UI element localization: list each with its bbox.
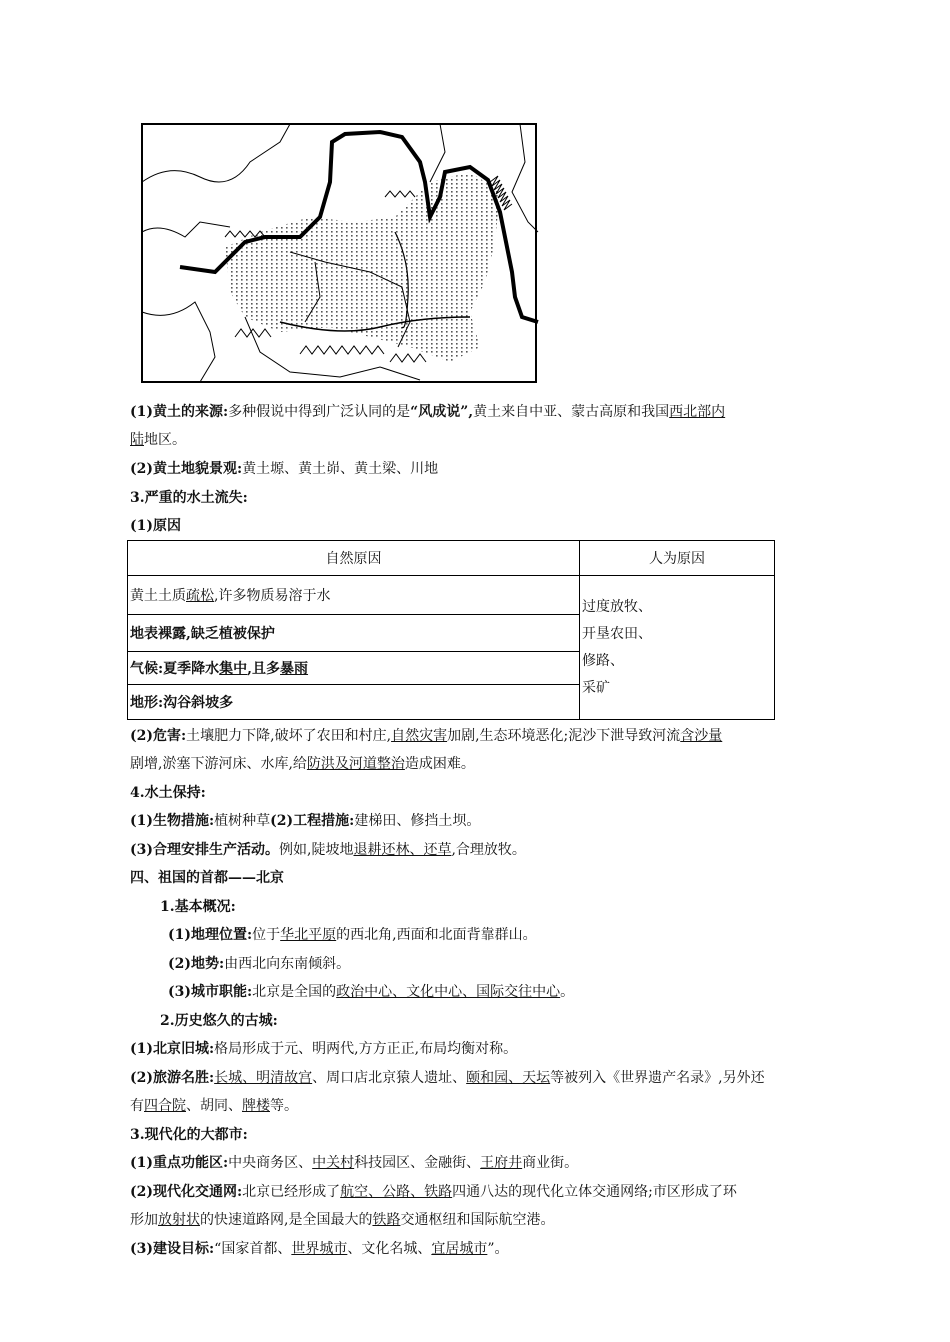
beijing-function: (3)城市职能:北京是全国的政治中心、文化中心、国际交往中心。: [168, 984, 575, 1000]
natural-cause-2: 地表裸露,缺乏植被保护: [128, 615, 580, 652]
beijing-goal: (3)建设目标:“国家首都、世界城市、文化名城、宜居城市”。: [130, 1241, 509, 1257]
col-natural-header: 自然原因: [128, 541, 580, 576]
natural-cause-4: 地形:沟谷斜坡多: [128, 685, 580, 720]
beijing-location: (1)地理位置:位于华北平原的西北角,西面和北面背靠群山。: [168, 927, 537, 943]
loess-source-line-2: 陆地区。: [130, 432, 186, 448]
beijing-old-city: (1)北京旧城:格局形成于元、明两代,方方正正,布局均衡对称。: [130, 1041, 518, 1057]
beijing-basic-heading: 1.基本概况:: [160, 899, 236, 915]
conservation-production: (3)合理安排生产活动。例如,陡坡地退耕还林、还草,合理放牧。: [130, 842, 526, 858]
beijing-heading: 四、祖国的首都——北京: [130, 870, 284, 886]
erosion-harm-line: (2)危害:土壤肥力下降,破坏了农田和村庄,自然灾害加剧,生态环境恶化;泥沙下泄导致河流含沙量: [130, 728, 723, 744]
beijing-traffic: (2)现代化交通网:北京已经形成了航空、公路、铁路四通八达的现代化立体交通网络;市区形成了环: [130, 1184, 737, 1200]
erosion-heading: 3.严重的水土流失:: [130, 490, 248, 506]
erosion-causes-table: [127, 540, 775, 720]
natural-cause-1: 黄土土质疏松,许多物质易溶于水: [128, 576, 580, 615]
beijing-tourism: (2)旅游名胜:长城、明清故宫、周口店北京猿人遗址、颐和园、天坛等被列入《世界遗产名录》,另外还: [130, 1070, 765, 1086]
conservation-measures: (1)生物措施:植树种草(2)工程措施:建梯田、修挡土坝。: [130, 813, 481, 829]
beijing-history-heading: 2.历史悠久的古城:: [160, 1013, 278, 1029]
beijing-tourism-2: 有四合院、胡同、牌楼等。: [130, 1098, 298, 1114]
conservation-heading: 4.水土保持:: [130, 785, 206, 801]
col-human-header: 人为原因: [580, 541, 775, 576]
loess-plateau-map: [140, 122, 540, 388]
loess-landform-line: (2)黄土地貌景观:黄土塬、黄土峁、黄土梁、川地: [130, 461, 439, 477]
natural-cause-3: 气候:夏季降水集中,且多暴雨: [128, 652, 580, 685]
loess-source-line: (1)黄土的来源:多种假说中得到广泛认同的是“风成说”,黄土来自中亚、蒙古高原和我国西北部内: [130, 404, 726, 420]
loess-source-label: (1)黄土的来源:: [130, 404, 229, 420]
erosion-cause-heading: (1)原因: [130, 518, 181, 534]
beijing-traffic-2: 形加放射状的快速道路网,是全国最大的铁路交通枢纽和国际航空港。: [130, 1212, 555, 1228]
beijing-modern-heading: 3.现代化的大都市:: [130, 1127, 248, 1143]
human-causes-cell: 过度放牧、 开垦农田、 修路、 采矿: [580, 576, 775, 720]
erosion-harm-line-2: 剧增,淤塞下游河床、水库,给防洪及河道整治造成困难。: [130, 756, 475, 772]
beijing-zones: (1)重点功能区:中央商务区、中关村科技园区、金融街、王府井商业街。: [130, 1155, 579, 1171]
beijing-terrain: (2)地势:由西北向东南倾斜。: [168, 956, 351, 972]
